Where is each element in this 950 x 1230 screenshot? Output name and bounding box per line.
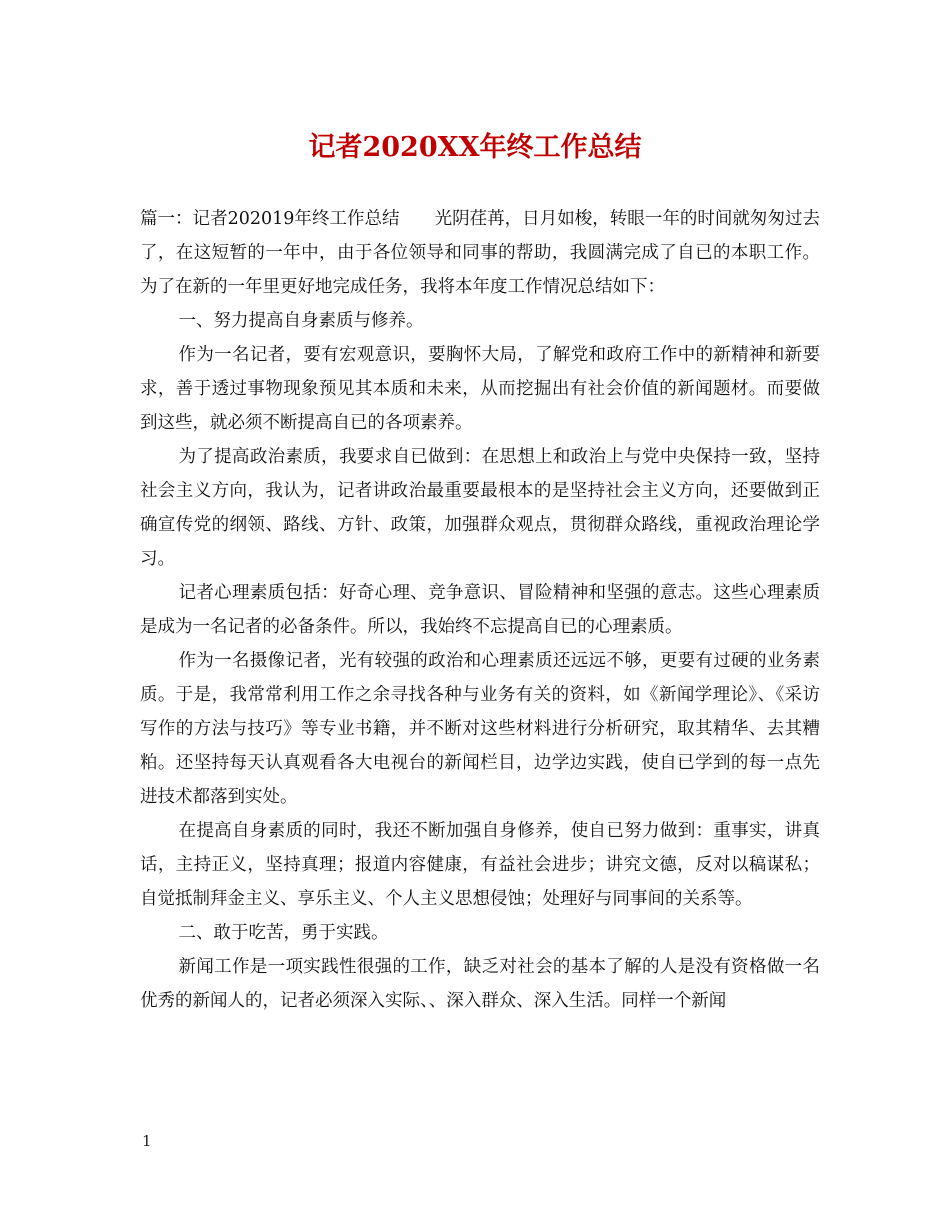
section-heading-1: 一、努力提高自身素质与修养。: [178, 311, 424, 331]
paragraph: 新闻工作是一项实践性很强的工作，缺乏对社会的基本了解的人是没有资格做一名优秀的新闻人的，记者必须深入实际、、深入群众、深入生活。同样一个新闻: [140, 957, 820, 1011]
section-heading-2: 二、敢于吃苦，勇于实践。: [178, 923, 389, 943]
document-body: [140, 202, 820, 1018]
paragraph-intro: 篇一：记者202019年终工作总结 光阴荏苒，日月如梭，转眼一年的时间就匆匆过去了，在这短暂的一年中，由于各位领导和同事的帮助，我圆满完成了自已的本职工作。为了在新的一年里更好地完成任务，我将本年度工作情况总结如下：: [140, 209, 820, 297]
document-title: 记者2020XX年终工作总结: [308, 132, 642, 163]
paragraph: 在提高自身素质的同时，我还不断加强自身修养，使自已努力做到：重事实，讲真话，主持正义，坚持真理；报道内容健康，有益社会进步；讲究文德，反对以稿谋私；自觉抵制拜金主义、享乐主义、个人主义思想侵蚀；处理好与同事间的关系等。: [140, 821, 820, 909]
paragraph: 记者心理素质包括：好奇心理、竞争意识、冒险精神和坚强的意志。这些心理素质是成为一名记者的必备条件。所以，我始终不忘提高自已的心理素质。: [140, 583, 820, 637]
page-number: 1: [142, 1132, 152, 1150]
paragraph: 作为一名记者，要有宏观意识，要胸怀大局，了解党和政府工作中的新精神和新要求，善于透过事物现象预见其本质和未来，从而挖掘出有社会价值的新闻题材。而要做到这些，就必须不断提高自已的各项素养。: [140, 345, 820, 433]
paragraph: 作为一名摄像记者，光有较强的政治和心理素质还远远不够，更要有过硬的业务素质。于是，我常常利用工作之余寻找各种与业务有关的资料，如《新闻学理论》、《采访写作的方法与技巧》等专业书籍，并不断对这些材料进行分析研究，取其精华、去其糟粕。还坚持每天认真观看各大电视台的新闻栏目，边学边实践，使自已学到的每一点先进技术都落到实处。: [140, 651, 820, 807]
paragraph: 为了提高政治素质，我要求自已做到：在思想上和政治上与党中央保持一致，坚持社会主义方向，我认为，记者讲政治最重要最根本的是坚持社会主义方向，还要做到正确宣传党的纲领、路线、方针、政策，加强群众观点，贯彻群众路线，重视政治理论学习。: [140, 447, 820, 569]
